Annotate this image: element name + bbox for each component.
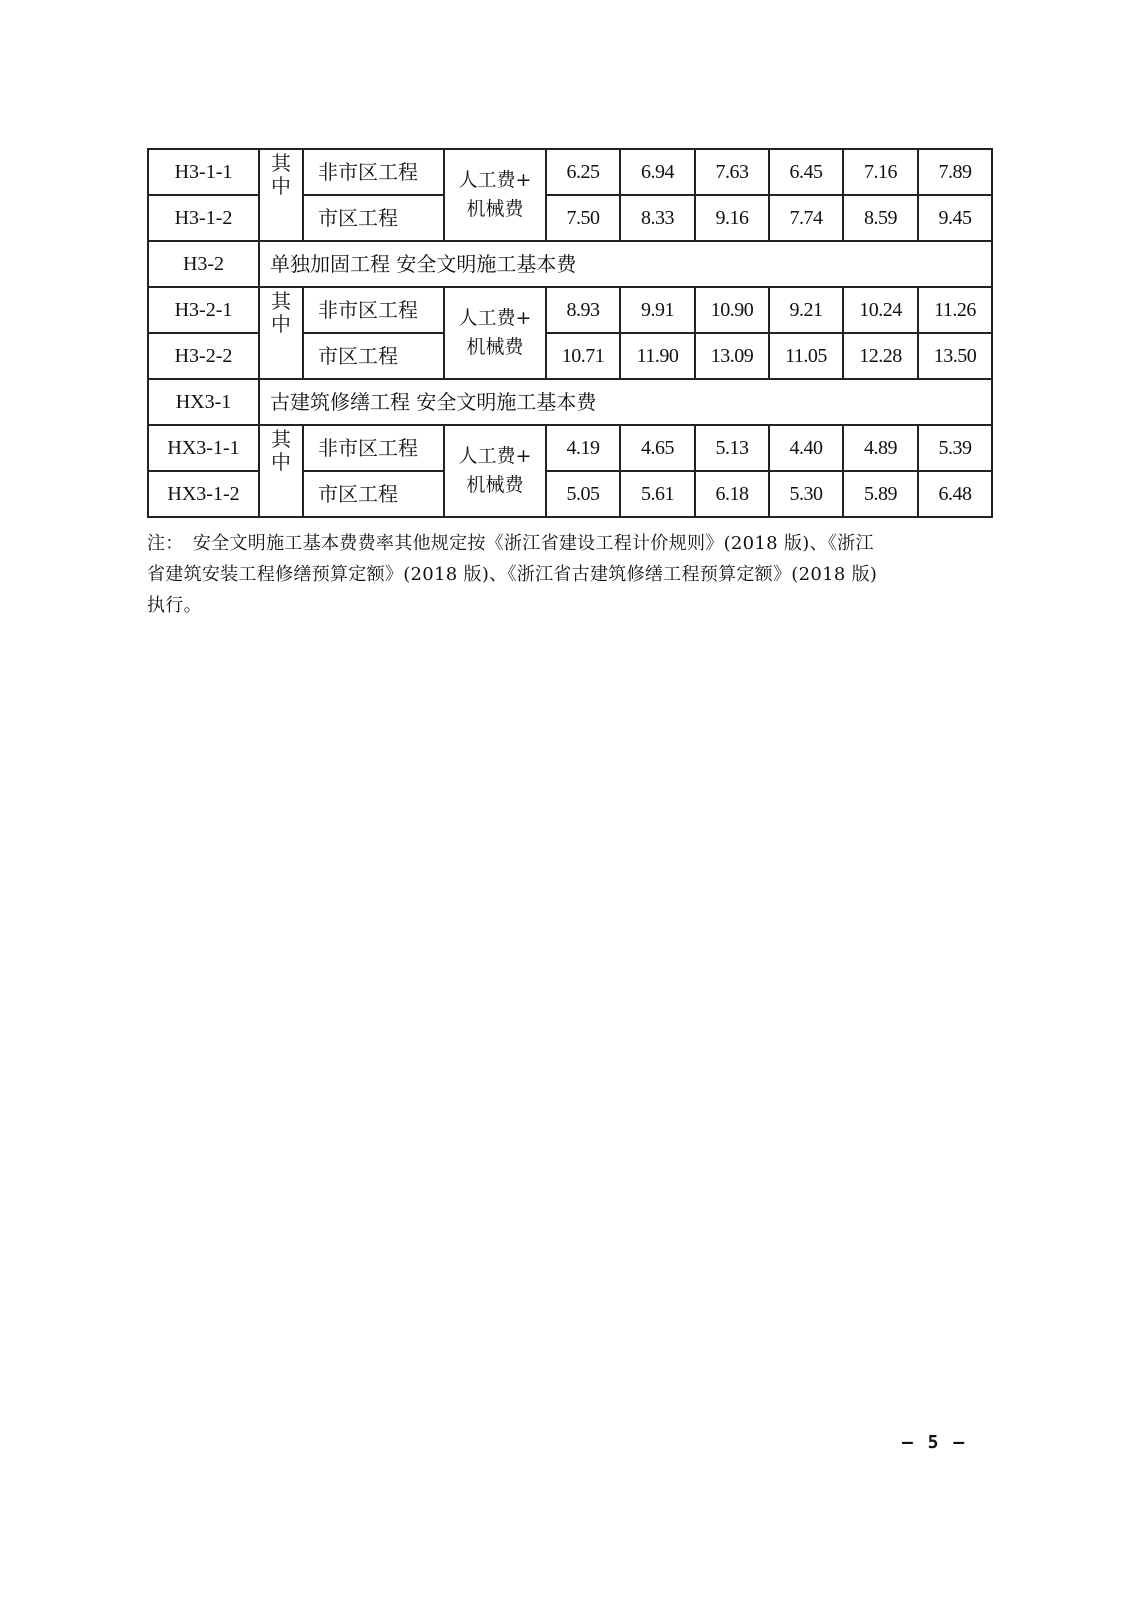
rate-value: 10.90 [695, 287, 769, 333]
rate-value: 6.45 [769, 149, 843, 195]
section-code: H3-2 [148, 241, 259, 287]
project-type: 市区工程 [303, 195, 444, 241]
item-code: HX3-1-2 [148, 471, 259, 517]
rate-value: 7.89 [918, 149, 992, 195]
rate-value: 5.89 [843, 471, 918, 517]
rate-value: 11.90 [620, 333, 695, 379]
rate-value: 7.16 [843, 149, 918, 195]
item-code: HX3-1-1 [148, 425, 259, 471]
fee-rate-table [147, 148, 993, 518]
fee-basis: 人工费+ 机械费 [444, 425, 546, 517]
item-code: H3-1-2 [148, 195, 259, 241]
rate-value: 7.74 [769, 195, 843, 241]
rate-value: 8.33 [620, 195, 695, 241]
qizhong-label: 其 中 [259, 425, 303, 517]
rate-value: 6.18 [695, 471, 769, 517]
section-title: 单独加固工程 安全文明施工基本费 [259, 241, 992, 287]
qizhong-label: 其 中 [259, 149, 303, 241]
page-number: — 5 — [902, 1432, 967, 1453]
rate-value: 5.61 [620, 471, 695, 517]
rate-value: 13.09 [695, 333, 769, 379]
rate-value: 7.63 [695, 149, 769, 195]
rate-value: 13.50 [918, 333, 992, 379]
item-code: H3-2-1 [148, 287, 259, 333]
item-code: H3-2-2 [148, 333, 259, 379]
project-type: 非市区工程 [303, 287, 444, 333]
rate-value: 5.30 [769, 471, 843, 517]
section-row [148, 379, 992, 425]
footnote-line: 省建筑安装工程修缮预算定额》(2018 版)、《浙江省古建筑修缮工程预算定额》(2018 版) [147, 564, 878, 585]
fee-basis: 人工费+ 机械费 [444, 149, 546, 241]
footnote-line: 执行。 [147, 595, 202, 616]
rate-value: 4.19 [546, 425, 620, 471]
rate-value: 11.05 [769, 333, 843, 379]
footnote-line: 注： 安全文明施工基本费费率其他规定按《浙江省建设工程计价规则》(2018 版)、《浙江 [147, 533, 874, 554]
table-row [148, 149, 992, 195]
rate-value: 6.94 [620, 149, 695, 195]
section-code: HX3-1 [148, 379, 259, 425]
rate-value: 9.91 [620, 287, 695, 333]
rate-value: 11.26 [918, 287, 992, 333]
rate-value: 5.05 [546, 471, 620, 517]
rate-value: 5.13 [695, 425, 769, 471]
rate-value: 12.28 [843, 333, 918, 379]
section-title: 古建筑修缮工程 安全文明施工基本费 [259, 379, 992, 425]
fee-basis: 人工费+ 机械费 [444, 287, 546, 379]
footnote [147, 528, 967, 621]
rate-value: 8.93 [546, 287, 620, 333]
project-type: 市区工程 [303, 333, 444, 379]
qizhong-label: 其 中 [259, 287, 303, 379]
rate-value: 9.16 [695, 195, 769, 241]
rate-value: 6.25 [546, 149, 620, 195]
rate-value: 4.40 [769, 425, 843, 471]
rate-value: 6.48 [918, 471, 992, 517]
rate-value: 9.21 [769, 287, 843, 333]
project-type: 非市区工程 [303, 425, 444, 471]
rate-value: 10.24 [843, 287, 918, 333]
rate-value: 4.65 [620, 425, 695, 471]
rate-value: 9.45 [918, 195, 992, 241]
rate-value: 5.39 [918, 425, 992, 471]
rate-value: 4.89 [843, 425, 918, 471]
table-body [148, 149, 992, 517]
table-row [148, 287, 992, 333]
rate-value: 8.59 [843, 195, 918, 241]
section-row [148, 241, 992, 287]
project-type: 市区工程 [303, 471, 444, 517]
rate-value: 10.71 [546, 333, 620, 379]
project-type: 非市区工程 [303, 149, 444, 195]
table-row [148, 425, 992, 471]
item-code: H3-1-1 [148, 149, 259, 195]
rate-value: 7.50 [546, 195, 620, 241]
